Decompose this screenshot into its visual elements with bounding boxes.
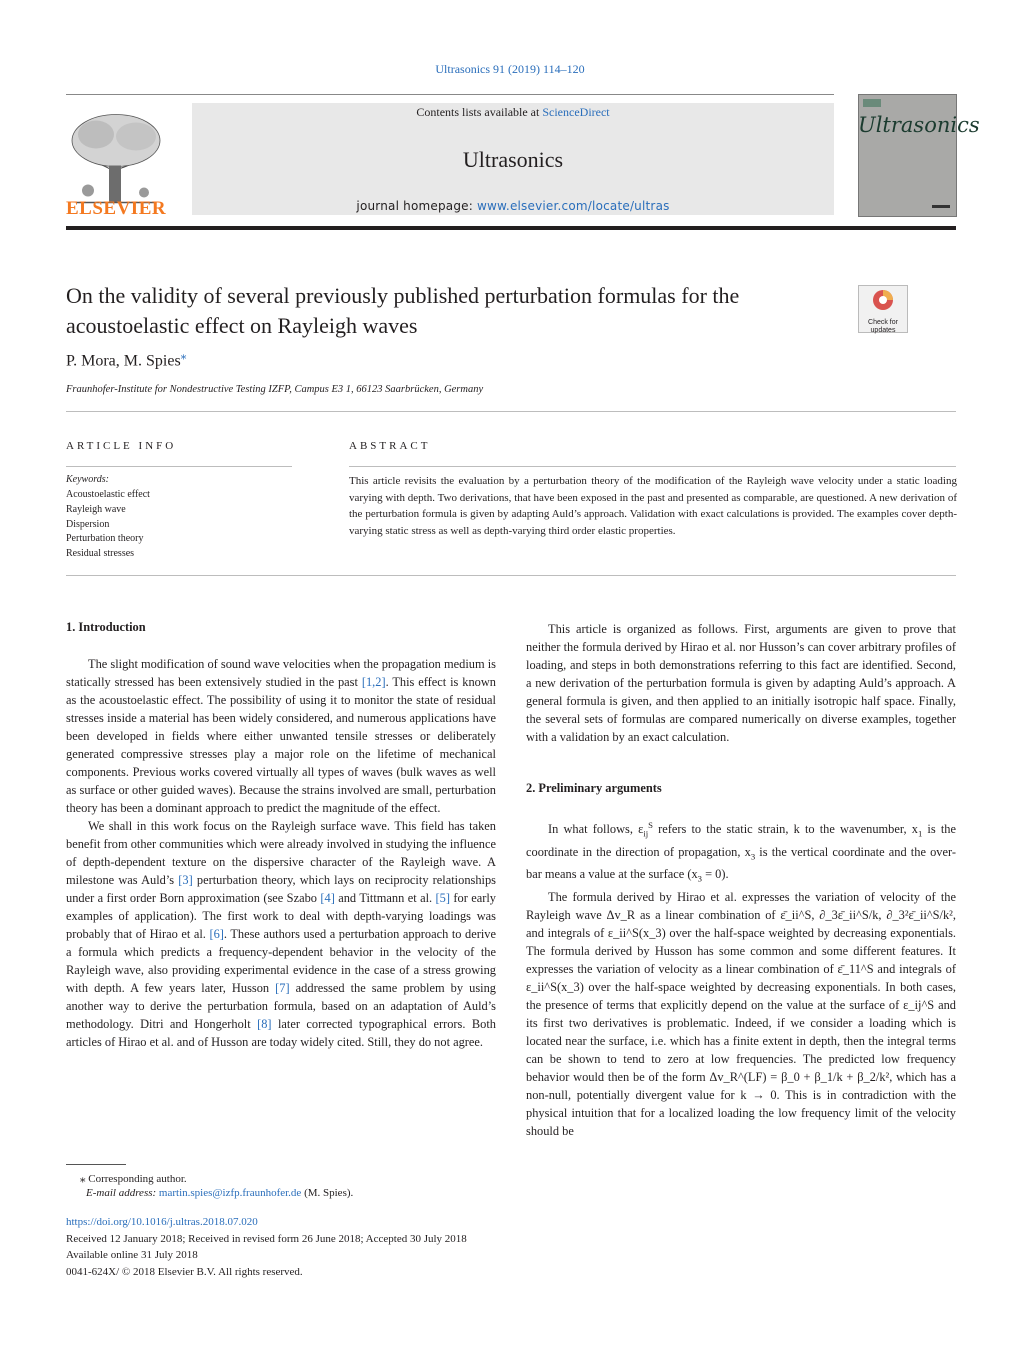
divider-bottom: [66, 575, 956, 576]
check-for-updates-button[interactable]: [858, 285, 908, 333]
section-1-heading: 1. Introduction: [66, 620, 146, 634]
left-column: [66, 655, 496, 1051]
journal-name: Ultrasonics: [462, 147, 564, 172]
email-label: E-mail address:: [86, 1187, 159, 1199]
ref-3[interactable]: [3]: [178, 873, 193, 887]
keyword: Dispersion: [66, 519, 110, 530]
email-line: E-mail address: martin.spies@izfp.fraunhofer.de (M. Spies).: [86, 1187, 354, 1199]
article-info-heading: ARTICLE INFO: [66, 440, 177, 452]
ref-1-2[interactable]: [1,2]: [361, 675, 386, 689]
divider-top: [66, 411, 956, 412]
corresponding-note: ⁎ Corresponding author.: [80, 1173, 187, 1185]
article-title: [66, 281, 846, 341]
right-column-intro: [526, 620, 956, 746]
copyright: 0041-624X/ © 2018 Elsevier B.V. All rights reserved.: [66, 1266, 303, 1278]
info-rule: [66, 466, 292, 467]
abstract-text: This article revisits the evaluation by a perturbation theory of the modification of the Rayleigh wave velocity under a static loading varying with depth. Two derivations, that have been exposed in the past and presented as comparable, are questioned. A new derivation of the perturbation formula is given by adapting Auld’s approach. Validation with exact calculations is provided. The examples cover depth-varying static stress as well as depth-varying third order elastic properties.: [349, 475, 957, 537]
intro-paragraph-2: We shall in this work focus on the Rayleigh surface wave. This field has taken benefit from other communities which were already involved in studying the influence of depth-dependent texture on the dispersive character of the Rayleigh wave. A milestone was Auld’s [3] perturbation theory, which lays on reciprocity relationships under a first order Born approximation (see Szabo [4] and Tittmann et al. [5] for early examples of application). The first work to deal with depth-varying loadings was probably that of Hirao et al. [6]. These authors used a perturbation approach to derive a formula which predicts a frequency-dependent behavior in the velocity of the Rayleigh wave, also providing experimental evidence in the case of a stress growing with depth. A few years later, Husson [7] addressed the same problem by using another way to derive the perturbation formula, based on an adaptation of Auld’s methodology. Ditri and Hongerholt [8] later corrected typographical errors. Both articles of Hirao et al. and of Husson are today widely cited. Still, they do not agree.: [66, 819, 496, 1049]
ref-6[interactable]: [6]: [209, 927, 224, 941]
homepage-prefix: journal homepage:: [356, 199, 477, 213]
homepage-link[interactable]: www.elsevier.com/locate/ultras: [476, 199, 670, 213]
footnote-rule: [66, 1164, 126, 1165]
elsevier-wordmark: ELSEVIER: [66, 198, 167, 219]
keyword: Acoustoelastic effect: [66, 489, 150, 500]
received-dates: Received 12 January 2018; Received in revised form 26 June 2018; Accepted 30 July 2018: [66, 1233, 467, 1245]
contents-prefix: Contents lists available at: [416, 105, 543, 119]
check-updates-label: Check for updates: [868, 319, 898, 334]
sciencedirect-link[interactable]: ScienceDirect: [542, 105, 610, 119]
title-line-2: acoustoelastic effect on Rayleigh waves: [66, 313, 418, 338]
cover-mark: [932, 205, 950, 208]
keyword: Rayleigh wave: [66, 504, 126, 515]
email-link[interactable]: martin.spies@izfp.fraunhofer.de: [158, 1187, 302, 1199]
journal-homepage: [192, 199, 834, 213]
affiliation: Fraunhofer-Institute for Nondestructive Testing IZFP, Campus E3 1, 66123 Saarbrücken, Germany: [66, 384, 484, 395]
keyword: Perturbation theory: [66, 533, 144, 544]
organization-paragraph: This article is organized as follows. First, arguments are given to prove that neither the formula derived by Hirao et al. nor Husson’s can cover arbitrary profiles of loading, and steps in both demonstrations referring to this fact are identified. Second, a new derivation of the perturbation formula is given by adapting Auld’s approach. A general formula is given, and then applied to an initially isotropic half space. Finally, the several sets of formulas are compared numerically on diverse examples, together with a validation by an exact calculation.: [526, 622, 956, 744]
check-updates-icon: [859, 286, 907, 314]
cover-title: Ultrasonics: [858, 113, 980, 137]
abstract-heading: ABSTRACT: [349, 440, 431, 452]
section-2-heading: 2. Preliminary arguments: [526, 781, 662, 795]
doi-link[interactable]: https://doi.org/10.1016/j.ultras.2018.07.020: [66, 1216, 258, 1228]
right-column: [526, 816, 956, 1140]
keyword: Residual stresses: [66, 548, 135, 559]
header-thick-rule: [66, 226, 956, 230]
ref-4[interactable]: [4]: [320, 891, 335, 905]
journal-citation[interactable]: Ultrasonics 91 (2019) 114–120: [435, 62, 585, 76]
prelim-paragraph-2: The formula derived by Hirao et al. expresses the variation of velocity of the Rayleigh wave Δv_R as a linear combination of ε̄_ii^S, ∂_3ε̄_ii^S/k, ∂_3²ε̄_ii^S/k², and integrals of ε_ii^S(x_3) over the half-space weighted by decreasing exponentials. The formula derived by Husson has some common and some different features. It expresses the variation of velocity as a linear combination of ε̄_11^S and integrals of ε_ii^S(x_3) over the half-space weighted by decreasing exponentials. In both cases, the presence of terms that explicitly depend on the value at the surface of ε_ij^S and its first two derivatives is problematic. Indeed, if we consider a loading which is located near the surface, i.e. which has a finite extent in depth, then the integral terms can be shown to tend to zero at low frequencies. The predicted low frequency behavior would then be of the form Δv_R^(LF) = β_0 + β_1/k + β_2/k², which has a non-null, potentially divergent value for k → 0. This is in contradiction with the physical intuition that for a localized loading the low frequency limit of the velocity should be: [526, 889, 956, 1138]
ref-7[interactable]: [7]: [275, 981, 290, 995]
abstract-rule: [349, 466, 956, 467]
online-date: Available online 31 July 2018: [66, 1249, 198, 1261]
cover-badge: [863, 99, 881, 107]
keywords-label: Keywords:: [66, 474, 109, 485]
intro-paragraph-1: The slight modification of sound wave velocities when the propagation medium is statically stressed has been extensively studied in the past [1,2]. This effect is known as the acoustoelastic effect. The possibility of using it to monitor the state of residual stresses inside a material has been widely considered, and numerous applications have been developed in fields where either unwanted tensile stresses or deliberately generated compressive stresses play a major role on the lifetime of mechanical components. Previous works covered virtually all types of waves (bulk waves as well as surface or other guided waves). Because the strains involved are small, perturbation theory has been a dominant approach to predict the magnitude of the effect.: [66, 657, 496, 815]
title-line-1: On the validity of several previously published perturbation formulas for the: [66, 283, 740, 308]
contents-line: [192, 105, 834, 120]
prelim-paragraph-1: In what follows, $\varepsilon_{ij}^S$ refers to the static strain, k to the wavenumber, $x_1$ is the coordinate in the direction of propagation, $x_3$ is the vertical coordinate and the over-bar means a value at the surface $(x_3 = 0)$.: [526, 820, 956, 884]
author-names: P. Mora, M. Spies: [66, 352, 181, 370]
authors: [66, 349, 186, 370]
header-top-rule: [66, 94, 834, 95]
ref-5[interactable]: [5]: [435, 891, 450, 905]
ref-8[interactable]: [8]: [257, 1017, 272, 1031]
corresponding-author-mark[interactable]: ⁎: [180, 350, 187, 362]
